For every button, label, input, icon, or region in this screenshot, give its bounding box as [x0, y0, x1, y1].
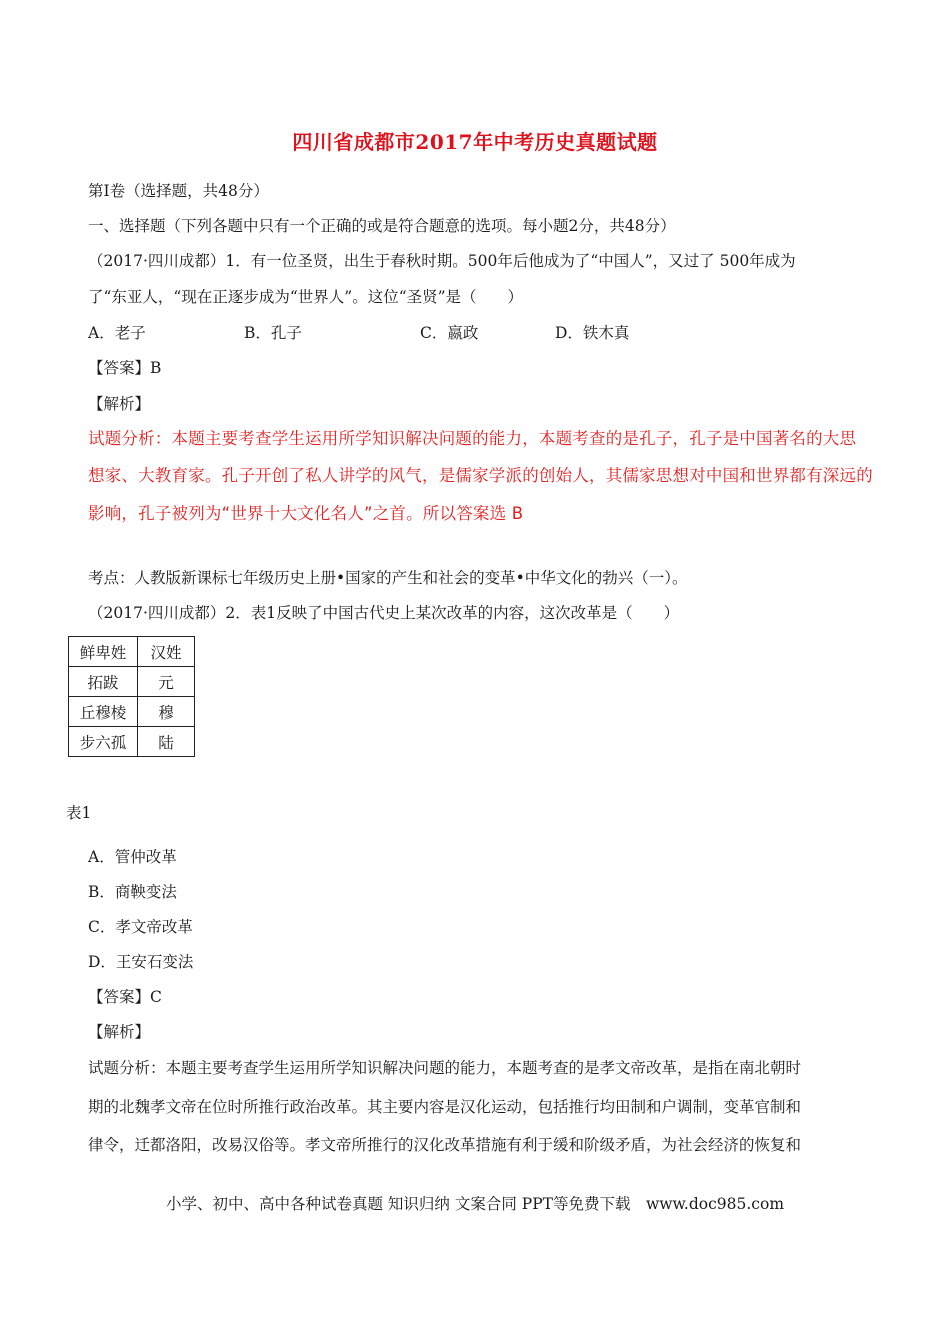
- table-row: [69, 727, 195, 757]
- surname-table: [68, 636, 195, 757]
- q1-analysis-line2: 想家、大教育家。孔子开创了私人讲学的风气，是儒家学派的创始人，其儒家思想对中国和世界都有深远的: [88, 466, 873, 485]
- table-cell: 步六孤: [69, 727, 138, 757]
- q2-answer: 【答案】C: [88, 988, 162, 1006]
- q2-analysis-line3: 律令，迁都洛阳，改易汉俗等。孝文帝所推行的汉化改革措施有利于缓和阶级矛盾，为社会经济的恢复和: [88, 1136, 802, 1154]
- q1-option-a: A．老子: [88, 324, 146, 342]
- q2-option-c: C．孝文帝改革: [88, 918, 193, 936]
- table-cell: 拓跋: [69, 667, 138, 697]
- part-heading: 第Ⅰ卷（选择题，共48分）: [88, 182, 269, 200]
- table-cell: 丘穆棱: [69, 697, 138, 727]
- q1-analysis-label: 【解析】: [88, 395, 151, 413]
- table-cell: 穆: [138, 697, 195, 727]
- q1-analysis-line3: 影响，孔子被列为“世界十大文化名人”之首。所以答案选 B: [88, 504, 524, 523]
- q2-analysis-label: 【解析】: [88, 1023, 151, 1041]
- q1-analysis-line1: 试题分析：本题主要考查学生运用所学知识解决问题的能力，本题考查的是孔子，孔子是中国著名的大思: [88, 429, 857, 448]
- q2-analysis-line2: 期的北魏孝文帝在位时所推行政治改革。其主要内容是汉化运动，包括推行均田制和户调制，变革官制和: [88, 1098, 802, 1116]
- q1-option-d: D．铁木真: [555, 324, 630, 342]
- q1-option-b: B．孔子: [244, 324, 302, 342]
- q1-kaodian: 考点：人教版新课标七年级历史上册•国家的产生和社会的变革•中华文化的勃兴（一）。: [88, 569, 688, 587]
- table-cell: 陆: [138, 727, 195, 757]
- q1-answer: 【答案】B: [88, 359, 162, 377]
- q2-option-b: B．商鞅变法: [88, 883, 177, 901]
- table-cell: 汉姓: [138, 637, 195, 667]
- table-row: [69, 637, 195, 667]
- q2-stem: （2017·四川成都）2．表1反映了中国古代史上某次改革的内容，这次改革是（ ）: [88, 604, 680, 622]
- table-caption: 表1: [66, 804, 92, 822]
- document-title: 四川省成都市2017年中考历史真题试题: [292, 130, 658, 154]
- page-footer: 小学、初中、高中各种试卷真题 知识归纳 文案合同 PPT等免费下载 www.doc985.com: [165, 1195, 785, 1213]
- table-row: [69, 667, 195, 697]
- table-row: [69, 697, 195, 727]
- q2-option-a: A．管仲改革: [88, 848, 177, 866]
- table-cell: 鲜卑姓: [69, 637, 138, 667]
- section-heading: 一、选择题（下列各题中只有一个正确的或是符合题意的选项。每小题2分，共48分）: [88, 217, 676, 235]
- q1-option-c: C．嬴政: [420, 324, 479, 342]
- q1-stem-line1: （2017·四川成都）1．有一位圣贤，出生于春秋时期。500年后他成为了“中国人”，又过了 500年成为: [88, 252, 796, 270]
- q1-stem-line2: 了“东亚人，“现在正逐步成为“世界人”。这位“圣贤”是（ ）: [88, 288, 524, 306]
- q2-analysis-line1: 试题分析：本题主要考查学生运用所学知识解决问题的能力，本题考查的是孝文帝改革，是指在南北朝时: [88, 1059, 802, 1077]
- q2-option-d: D．王安石变法: [88, 953, 194, 971]
- table-cell: 元: [138, 667, 195, 697]
